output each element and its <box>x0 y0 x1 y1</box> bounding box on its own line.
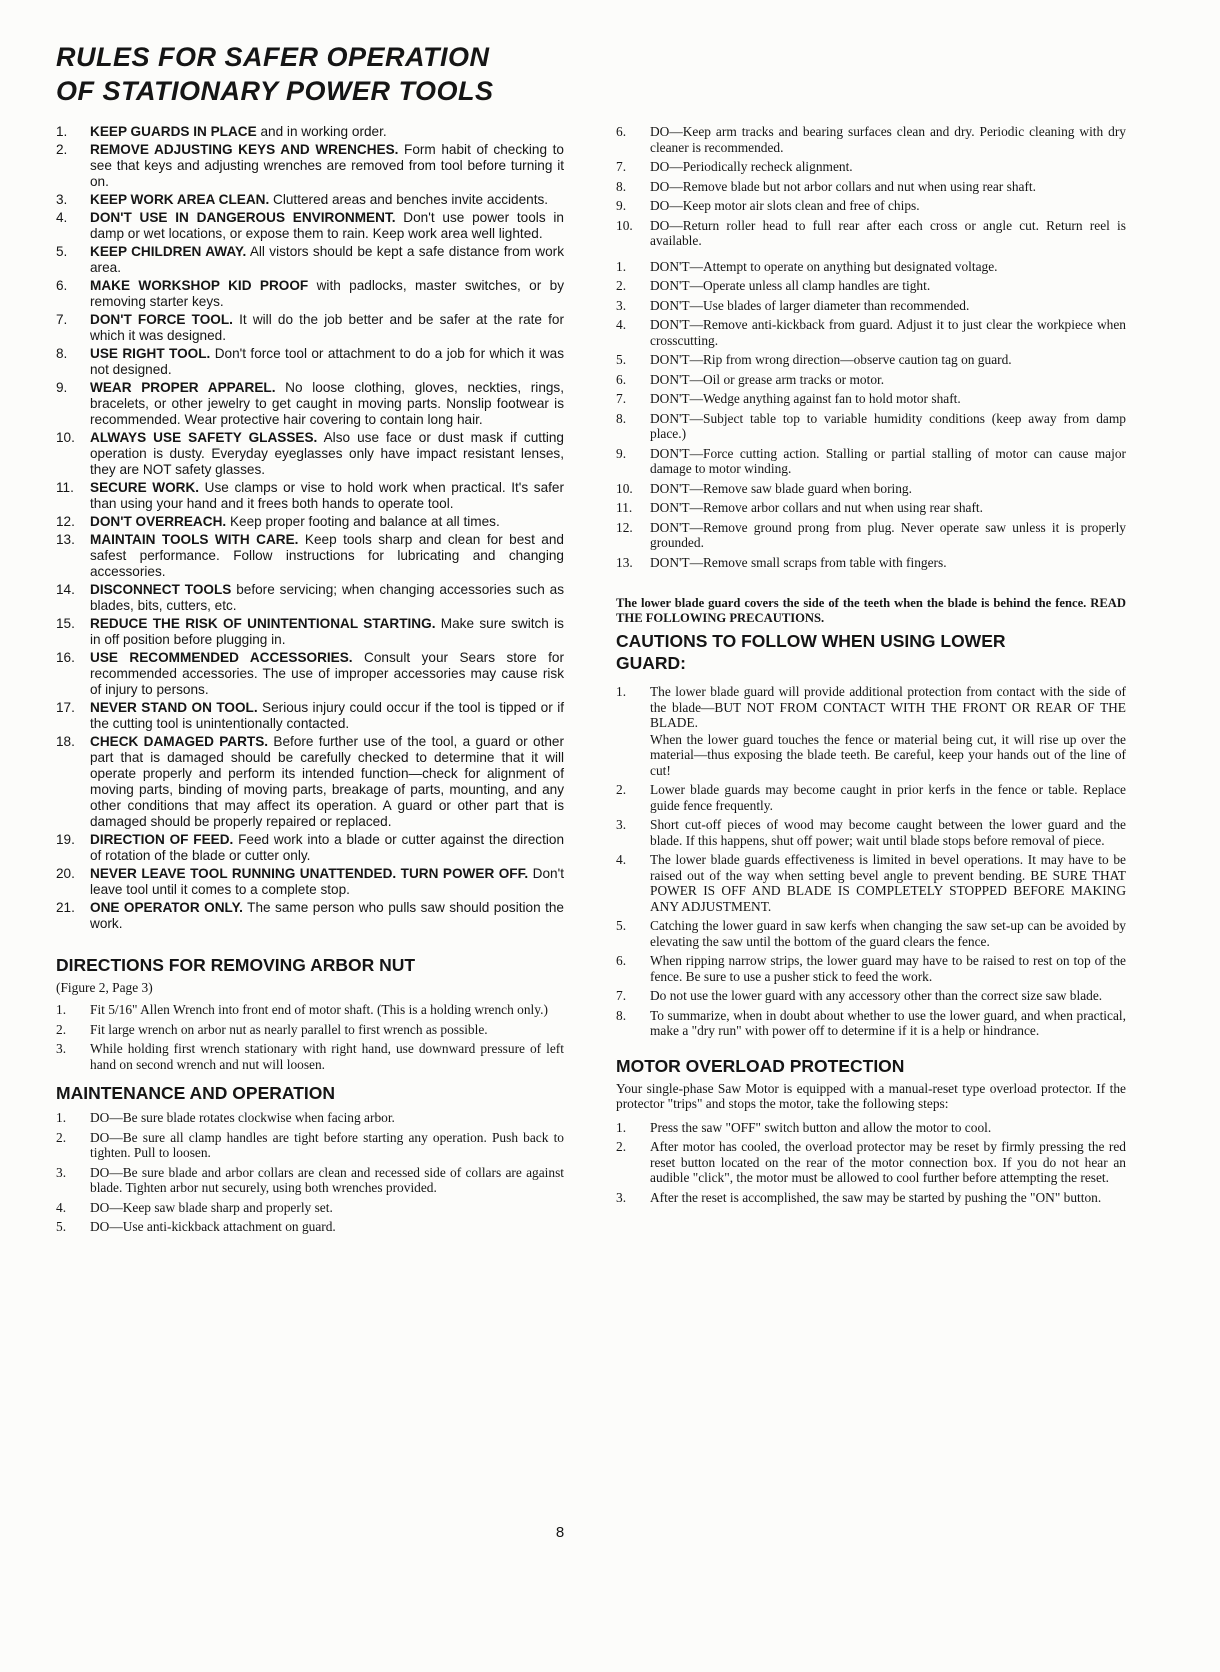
safety-rule <box>56 900 564 932</box>
page-number: 8 <box>555 1524 565 1541</box>
dont-item <box>616 372 1126 388</box>
arbor-step <box>56 1041 564 1072</box>
list-item-number: 2. <box>56 1129 67 1145</box>
maintenance-do-list-continued <box>616 124 1126 249</box>
list-item-text <box>90 210 564 242</box>
list-item-text <box>90 1041 564 1072</box>
list-item-body: Fit large wrench on arbor nut as nearly parallel to first wrench as possible. <box>90 1021 488 1037</box>
dont-item <box>616 500 1126 516</box>
list-item-text <box>90 616 564 648</box>
maintenance-do-list <box>56 1110 564 1235</box>
rule-body: Also use face or dust mask if cutting operation is dusty. Everyday eyeglasses only have impact resistant lenses, they are NOT safety glasses. <box>90 430 564 477</box>
rule-body: Keep proper footing and balance at all times. <box>226 514 500 529</box>
list-item-number: 13. <box>56 532 75 547</box>
arbor-nut-steps <box>56 1002 564 1072</box>
list-item-body: DON'T—Wedge anything against fan to hold motor shaft. <box>650 391 961 406</box>
rule-lead: DON'T USE IN DANGEROUS ENVIRONMENT. <box>90 210 396 225</box>
safety-rule <box>56 244 564 276</box>
dont-item <box>616 446 1126 477</box>
list-item-text <box>90 650 564 698</box>
list-item-number: 10. <box>616 217 633 233</box>
list-item-number: 7. <box>616 159 627 174</box>
list-item-text <box>90 866 564 898</box>
list-item-number: 12. <box>56 514 75 529</box>
caution-item <box>616 918 1126 949</box>
rule-body: It will do the job better and be safer at the rate for which it was designed. <box>90 312 564 343</box>
safety-rule <box>56 380 564 428</box>
list-item-body: DO—Return roller head to full rear after each cross or angle cut. Return reel is available. <box>650 217 1126 248</box>
list-item-body: DO—Remove blade but not arbor collars and nut when using rear shaft. <box>650 178 1036 194</box>
lower-guard-note: The lower blade guard covers the side of the teeth when the blade is behind the fence. READ THE FOLLOWING PRECAUTIONS. <box>616 596 1126 625</box>
rule-body: All vistors should be kept a safe distance from work area. <box>90 244 564 275</box>
list-item-text <box>90 1165 564 1196</box>
list-item-number: 8. <box>616 178 627 194</box>
list-item-text <box>90 244 564 276</box>
list-item-number: 1. <box>56 1002 67 1017</box>
rule-lead: KEEP CHILDREN AWAY. <box>90 244 247 259</box>
rule-body: Before further use of the tool, a guard or other part that is damaged should be carefully checked to determine that it will operate properly and perform its intended function—check for alignment of moving parts, binding of moving parts, breakage of parts, mounting, and any other conditions that may affect its operation. A guard or other part that is damaged should be properly repaired or replaced. <box>90 734 564 829</box>
list-item-text <box>650 446 1126 477</box>
list-item-body: DO—Keep saw blade sharp and properly set. <box>90 1199 333 1215</box>
list-item-number: 14. <box>56 582 75 597</box>
dont-item <box>616 352 1126 368</box>
safety-rule <box>56 616 564 648</box>
list-item-extra: When the lower guard touches the fence or material being cut, it will rise up over the material—thus exposing the blade teeth. Be careful, keep your hands out of the line of cut! <box>650 731 1126 778</box>
list-item-number: 1. <box>616 684 627 699</box>
rule-lead: KEEP WORK AREA CLEAN. <box>90 192 270 207</box>
list-item-body: DO—Be sure all clamp handles are tight before starting any operation. Push back to tighten. Pull to loosen. <box>90 1129 564 1160</box>
list-item-text <box>650 500 1126 516</box>
list-item-number: 1. <box>616 1119 627 1135</box>
do-item <box>616 198 1126 214</box>
list-item-number: 5. <box>616 918 627 933</box>
rule-lead: REMOVE ADJUSTING KEYS AND WRENCHES. <box>90 142 399 157</box>
rule-body: Use clamps or vise to hold work when practical. It's safer than using your hand and it frees both hands to operate tool. <box>90 480 564 511</box>
list-item-text <box>650 555 1126 571</box>
list-item-text <box>90 582 564 614</box>
list-item-number: 8. <box>616 1007 627 1023</box>
do-item <box>616 124 1126 155</box>
rule-lead: DISCONNECT TOOLS <box>90 582 232 597</box>
list-item-number: 5. <box>56 244 68 259</box>
rule-lead: MAINTAIN TOOLS WITH CARE. <box>90 532 299 547</box>
rule-lead: DIRECTION OF FEED. <box>90 832 234 847</box>
list-item-number: 4. <box>56 1199 67 1215</box>
list-item-text <box>650 988 1126 1004</box>
list-item-body: DON'T—Use blades of larger diameter than recommended. <box>650 297 970 313</box>
list-item-number: 9. <box>616 198 627 213</box>
list-item-number: 7. <box>56 312 68 327</box>
rule-lead: NEVER STAND ON TOOL. <box>90 700 258 715</box>
list-item-text <box>90 532 564 580</box>
motor-step <box>616 1120 1126 1136</box>
list-item-number: 8. <box>56 346 68 361</box>
list-item-number: 19. <box>56 832 75 847</box>
rule-lead: ALWAYS USE SAFETY GLASSES. <box>90 430 318 445</box>
safety-rule <box>56 124 564 140</box>
list-item-number: 3. <box>56 1041 67 1056</box>
lower-guard-cautions <box>616 684 1126 1039</box>
safety-rule <box>56 192 564 208</box>
list-item-text <box>650 179 1126 195</box>
list-item-body: Short cut-off pieces of wood may become caught between the lower guard and the blade. If this happens, shut off power; wait until blade stops before removal of piece. <box>650 817 1126 848</box>
list-item-number: 12. <box>616 519 633 535</box>
list-item-number: 3. <box>616 297 627 313</box>
rule-lead: KEEP GUARDS IN PLACE <box>90 124 257 139</box>
rule-body: Make sure switch is in off position before plugging in. <box>90 616 564 647</box>
list-item-body: DON'T—Remove small scraps from table with fingers. <box>650 554 947 570</box>
list-item-text <box>650 259 1126 275</box>
list-item-number: 1. <box>56 124 68 139</box>
list-item-number: 1. <box>616 258 627 274</box>
do-item <box>56 1165 564 1196</box>
list-item-number: 10. <box>56 430 75 445</box>
safety-rule <box>56 142 564 190</box>
rule-lead: USE RECOMMENDED ACCESSORIES. <box>90 650 353 665</box>
list-item-number: 9. <box>616 445 627 461</box>
list-item-text <box>90 124 564 140</box>
list-item-body: The lower blade guards effectiveness is limited in bevel operations. It may have to be raised out of the way when setting bevel angle to prevent bending. BE SURE THAT POWER IS OFF AND BLADE IS COMPLETELY STOPPED BEFORE MAKING ANY ADJUSTMENT. <box>650 852 1126 914</box>
list-item-text <box>90 514 564 530</box>
list-item-text <box>650 782 1126 813</box>
list-item-number: 1. <box>56 1110 67 1125</box>
list-item-text <box>90 430 564 478</box>
list-item-body: When ripping narrow strips, the lower guard may have to be raised to rest on top of the fence. Be sure to use a pusher stick to feed the work. <box>650 953 1126 984</box>
do-item <box>616 218 1126 249</box>
list-item-text <box>650 124 1126 155</box>
list-item-text <box>650 218 1126 249</box>
list-item-body: DON'T—Oil or grease arm tracks or motor. <box>650 371 885 387</box>
rule-lead: CHECK DAMAGED PARTS. <box>90 734 269 749</box>
list-item-number: 5. <box>56 1219 67 1234</box>
list-item-number: 15. <box>56 616 75 631</box>
list-item-text <box>650 298 1126 314</box>
figure-reference: (Figure 2, Page 3) <box>56 980 153 995</box>
do-item <box>56 1110 564 1126</box>
list-item-text <box>650 817 1126 848</box>
list-item-text <box>650 852 1126 914</box>
list-item-number: 2. <box>56 1021 67 1037</box>
left-column <box>56 124 564 1239</box>
list-item-body: Catching the lower guard in saw kerfs when changing the saw set-up can be avoided by elevating the saw until the bottom of the guard clears the fence. <box>650 918 1126 949</box>
list-item-number: 7. <box>616 391 627 406</box>
list-item-number: 3. <box>56 1164 67 1180</box>
list-item-body: Press the saw "OFF" switch button and allow the motor to cool. <box>650 1119 992 1135</box>
list-item-number: 3. <box>616 817 627 832</box>
rule-lead: MAKE WORKSHOP KID PROOF <box>90 278 309 293</box>
rule-lead: WEAR PROPER APPAREL. <box>90 380 276 395</box>
list-item-text <box>90 278 564 310</box>
dont-item <box>616 259 1126 275</box>
list-item-body: DON'T—Operate unless all clamp handles are tight. <box>650 278 931 293</box>
lower-guard-heading: CAUTIONS TO FOLLOW WHEN USING LOWER GUARD: <box>616 631 1006 673</box>
list-item-body: DON'T—Force cutting action. Stalling or partial stalling of motor can cause major damage to motor winding. <box>650 445 1126 476</box>
rule-body: and in working order. <box>256 124 387 139</box>
list-item-body: DON'T—Attempt to operate on anything but designated voltage. <box>650 258 998 274</box>
list-item-text <box>90 1130 564 1161</box>
safety-rule <box>56 278 564 310</box>
list-item-body: Lower blade guards may become caught in prior kerfs in the fence or table. Replace guide fence frequently. <box>650 782 1126 813</box>
list-item-number: 9. <box>56 380 68 395</box>
list-item-text <box>90 480 564 512</box>
list-item-number: 3. <box>56 192 68 207</box>
right-column <box>616 124 1126 1209</box>
do-item <box>616 179 1126 195</box>
list-item-text <box>90 312 564 344</box>
list-item-text <box>650 198 1126 214</box>
rule-body: Don't leave tool until it comes to a complete stop. <box>90 866 564 897</box>
rule-body: before servicing; when changing accessories such as blades, bits, cutters, etc. <box>90 582 564 613</box>
rule-body: Cluttered areas and benches invite accidents. <box>269 192 549 207</box>
list-item-body: DON'T—Rip from wrong direction—observe caution tag on guard. <box>650 352 1012 367</box>
caution-item <box>616 817 1126 848</box>
list-item-body: After the reset is accomplished, the saw may be started by pushing the "ON" button. <box>650 1189 1102 1205</box>
dont-item <box>616 391 1126 407</box>
list-item-number: 5. <box>616 352 627 367</box>
safety-rule <box>56 532 564 580</box>
list-item-text <box>90 734 564 830</box>
rule-body: No loose clothing, gloves, neckties, rings, bracelets, or other jewelry to get caught in moving parts. Nonslip footwear is recommended. Wear protective hair covering to contain long hair. <box>90 380 565 427</box>
safety-rule <box>56 734 564 830</box>
list-item-number: 2. <box>616 278 627 293</box>
rule-body: Serious injury could occur if the tool is tipped or if the cutting tool is unintentionally contacted. <box>90 700 564 731</box>
list-item-text <box>650 411 1126 442</box>
rule-lead: REDUCE THE RISK OF UNINTENTIONAL STARTING. <box>90 616 436 631</box>
dont-item <box>616 411 1126 442</box>
list-item-text <box>650 1190 1126 1206</box>
safety-rule <box>56 480 564 512</box>
motor-step <box>616 1139 1126 1186</box>
list-item-number: 6. <box>56 278 68 293</box>
list-item-body: DO—Periodically recheck alignment. <box>650 159 853 174</box>
list-item-text <box>90 1110 564 1126</box>
list-item-text <box>650 391 1126 407</box>
rule-lead: DON'T OVERREACH. <box>90 514 227 529</box>
list-item-body: DON'T—Remove ground prong from plug. Never operate saw unless it is properly grounded. <box>650 519 1126 550</box>
dont-item <box>616 555 1126 571</box>
dont-item <box>616 278 1126 294</box>
safety-rule <box>56 514 564 530</box>
list-item-number: 21. <box>56 900 75 915</box>
rule-lead: DON'T FORCE TOOL. <box>90 312 233 327</box>
list-item-number: 8. <box>616 410 627 426</box>
list-item-body: DON'T—Subject table top to variable humidity conditions (keep away from damp place.) <box>650 410 1126 441</box>
list-item-body: DON'T—Remove saw blade guard when boring. <box>650 480 912 496</box>
rule-lead: ONE OPERATOR ONLY. <box>90 900 243 915</box>
list-item-number: 16. <box>56 650 75 665</box>
list-item-body: While holding first wrench stationary with right hand, use downward pressure of left hand on second wrench and nut will loosen. <box>90 1041 564 1072</box>
safety-rule <box>56 832 564 864</box>
list-item-number: 2. <box>616 782 627 797</box>
dont-item <box>616 298 1126 314</box>
caution-item <box>616 988 1126 1004</box>
list-item-number: 10. <box>616 480 633 496</box>
list-item-body: DO—Use anti-kickback attachment on guard. <box>90 1219 336 1234</box>
caution-item <box>616 852 1126 914</box>
list-item-text <box>650 278 1126 294</box>
caution-item <box>616 684 1126 778</box>
safety-rules-list <box>56 124 564 932</box>
list-item-body: After motor has cooled, the overload protector may be reset by firmly pressing the red reset button located on the rear of the motor connection box. If you do not hear an audible "click", the motor must be allowed to cool further before attempting the reset. <box>650 1139 1126 1185</box>
list-item-body: To summarize, when in doubt about whether to use the lower guard, and when practical, make a "dry run" with power off to determine if it is a help or hindrance. <box>650 1007 1126 1038</box>
list-item-body: DO—Keep arm tracks and bearing surfaces clean and dry. Periodic cleaning with dry cleaner is recommended. <box>650 124 1126 155</box>
list-item-body: DON'T—Remove anti-kickback from guard. Adjust it to just clear the workpiece when crosscutting. <box>650 317 1126 348</box>
list-item-number: 17. <box>56 700 75 715</box>
list-item-text <box>90 380 564 428</box>
list-item-body: DON'T—Remove arbor collars and nut when using rear shaft. <box>650 500 983 515</box>
safety-rule <box>56 582 564 614</box>
rule-body: Keep tools sharp and clean for best and safest performance. Follow instructions for lubricating and changing accessories. <box>90 532 564 579</box>
do-item <box>56 1219 564 1235</box>
motor-step <box>616 1190 1126 1206</box>
rule-body: Feed work into a blade or cutter against the direction of rotation of the blade or cutter only. <box>90 832 564 863</box>
list-item-text <box>90 142 564 190</box>
rule-lead: SECURE WORK. <box>90 480 200 495</box>
list-item-number: 4. <box>616 317 627 332</box>
dont-item <box>616 520 1126 551</box>
dont-item <box>616 317 1126 348</box>
list-item-number: 3. <box>616 1189 627 1205</box>
list-item-text <box>90 1002 564 1018</box>
rule-lead: USE RIGHT TOOL. <box>90 346 211 361</box>
list-item-body: DO—Be sure blade and arbor collars are clean and recessed side of collars are against blade. Tighten arbor nut securely, using both wrenches provided. <box>90 1164 564 1195</box>
list-item-text <box>650 953 1126 984</box>
list-item-text <box>650 317 1126 348</box>
rule-body: with padlocks, master switches, or by removing starter keys. <box>90 278 565 309</box>
dont-item <box>616 481 1126 497</box>
list-item-body: Fit 5/16" Allen Wrench into front end of motor shaft. (This is a holding wrench only.) <box>90 1002 548 1017</box>
list-item-number: 11. <box>56 480 74 495</box>
page-title-line1: RULES FOR SAFER OPERATION <box>56 42 490 72</box>
page-title-line2: OF STATIONARY POWER TOOLS <box>56 76 494 106</box>
list-item-text <box>90 700 564 732</box>
list-item-number: 4. <box>56 210 68 225</box>
rule-body: Don't force tool or attachment to do a job for which it was not designed. <box>90 346 565 377</box>
arbor-step <box>56 1022 564 1038</box>
maintenance-dont-list <box>616 259 1126 571</box>
motor-overload-intro: Your single-phase Saw Motor is equipped with a manual-reset type overload protector. If the protector "trips" and stops the motor, take the following steps: <box>616 1080 1126 1111</box>
list-item-text <box>650 684 1126 778</box>
list-item-text <box>650 372 1126 388</box>
safety-rule <box>56 210 564 242</box>
list-item-number: 20. <box>56 866 75 881</box>
list-item-text <box>90 346 564 378</box>
list-item-text <box>650 159 1126 175</box>
list-item-number: 6. <box>616 124 627 139</box>
list-item-text <box>650 352 1126 368</box>
list-item-number: 7. <box>616 988 627 1003</box>
do-item <box>616 159 1126 175</box>
motor-overload-heading: MOTOR OVERLOAD PROTECTION <box>616 1055 905 1076</box>
list-item-text <box>650 1120 1126 1136</box>
list-item-text <box>90 192 564 208</box>
list-item-text <box>650 1139 1126 1186</box>
list-item-body: DO—Be sure blade rotates clockwise when facing arbor. <box>90 1110 395 1125</box>
list-item-body: The lower blade guard will provide additional protection from contact with the side of the blade—BUT NOT FROM CONTACT WITH THE FRONT OR REAR OF THE BLADE. <box>650 684 1126 730</box>
list-item-text <box>650 520 1126 551</box>
rule-body: Consult your Sears store for recommended accessories. The use of improper accessories may cause risk of injury to persons. <box>90 650 564 697</box>
safety-rule <box>56 866 564 898</box>
list-item-text <box>90 1219 564 1235</box>
do-item <box>56 1130 564 1161</box>
caution-item <box>616 1008 1126 1039</box>
list-item-text <box>650 918 1126 949</box>
list-item-number: 2. <box>56 142 68 157</box>
list-item-text <box>650 1008 1126 1039</box>
safety-rule <box>56 346 564 378</box>
rule-body: Form habit of checking to see that keys and adjusting wrenches are removed from tool before turning it on. <box>90 142 564 189</box>
list-item-number: 18. <box>56 734 75 749</box>
maintenance-heading: MAINTENANCE AND OPERATION <box>56 1083 336 1103</box>
arbor-nut-heading: DIRECTIONS FOR REMOVING ARBOR NUT <box>56 955 416 975</box>
list-item-text <box>90 1200 564 1216</box>
list-item-number: 11. <box>616 500 633 515</box>
do-item <box>56 1200 564 1216</box>
safety-rule <box>56 430 564 478</box>
list-item-number: 4. <box>616 852 627 867</box>
list-item-text <box>90 832 564 864</box>
list-item-text <box>90 900 564 932</box>
list-item-number: 6. <box>616 371 627 387</box>
arbor-step <box>56 1002 564 1018</box>
list-item-number: 2. <box>616 1139 627 1154</box>
list-item-number: 6. <box>616 953 627 968</box>
safety-rule <box>56 312 564 344</box>
list-item-number: 13. <box>616 554 633 570</box>
rule-body: Don't use power tools in damp or wet locations, or expose them to rain. Keep work area well lighted. <box>90 210 564 241</box>
rule-body: The same person who pulls saw should position the work. <box>90 900 564 931</box>
motor-overload-steps <box>616 1120 1126 1206</box>
caution-item <box>616 782 1126 813</box>
list-item-text <box>90 1022 564 1038</box>
list-item-body: Do not use the lower guard with any accessory other than the correct size saw blade. <box>650 988 1103 1003</box>
rule-lead: NEVER LEAVE TOOL RUNNING UNATTENDED. TURN POWER OFF. <box>90 866 529 881</box>
list-item-body: DO—Keep motor air slots clean and free of chips. <box>650 198 920 213</box>
caution-item <box>616 953 1126 984</box>
safety-rule <box>56 700 564 732</box>
list-item-text <box>650 481 1126 497</box>
safety-rule <box>56 650 564 698</box>
page-title <box>56 40 616 108</box>
